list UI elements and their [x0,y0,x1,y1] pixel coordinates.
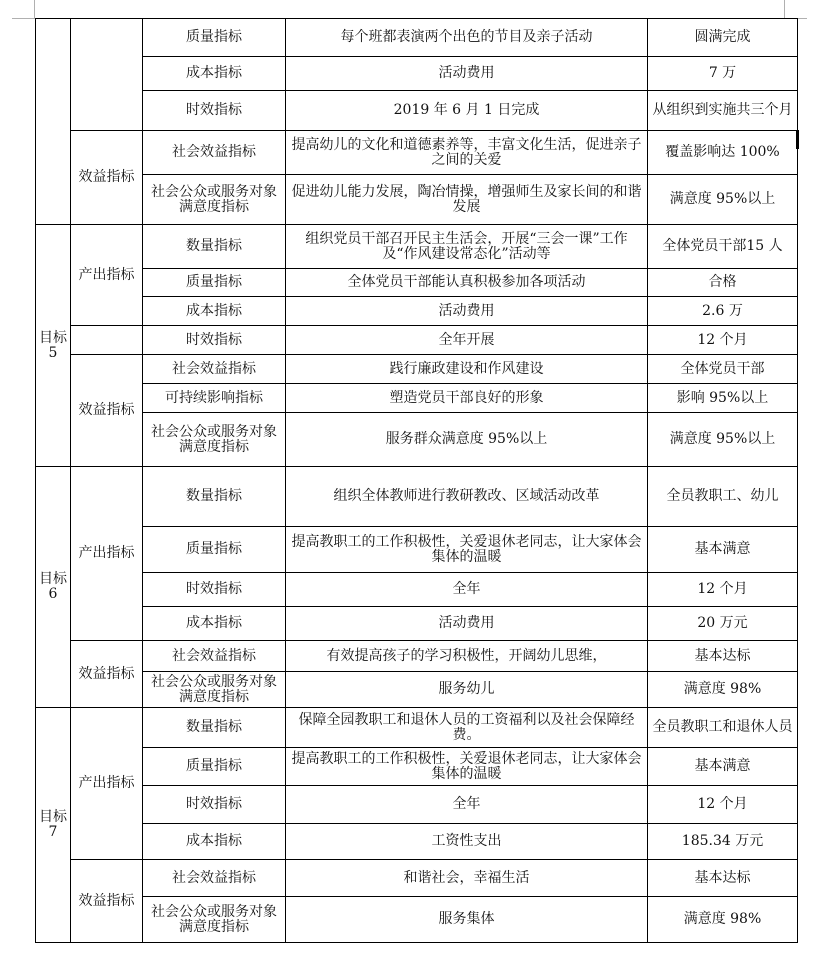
indicator-cell: 成本指标 [143,607,286,641]
indicator-cell: 质量指标 [143,748,286,786]
table-row [36,175,798,225]
table-row [36,413,798,467]
content-cell: 组织党员干部召开民主生活会，开展“三会一课”工作及“作风建设常态化”活动等 [286,225,648,269]
table-row [36,786,798,824]
value-cell: 满意度 95%以上 [648,413,798,467]
content-cell: 组织全体教师进行教研教改、区域活动改革 [286,467,648,527]
output-category-label: 产出指标 [71,467,143,641]
value-cell: 2.6 万 [648,297,798,326]
content-cell: 促进幼儿能力发展，陶冶情操，增强师生及家长间的和谐发展 [286,175,648,225]
output-category-label: 产出指标 [71,225,143,326]
table-row [36,355,798,384]
content-cell: 提高教职工的工作积极性，关爱退休老同志，让大家体会集体的温暖 [286,748,648,786]
value-cell: 基本满意 [648,748,798,786]
value-cell: 满意度 95%以上 [648,175,798,225]
table-row [36,672,798,708]
content-cell: 全年 [286,786,648,824]
goal-cell-continued [36,19,71,225]
content-cell: 工资性支出 [286,824,648,860]
content-cell: 每个班都表演两个出色的节目及亲子活动 [286,19,648,57]
table-row [36,297,798,326]
goal-label-7: 目标7 [36,708,71,943]
table-row [36,527,798,573]
table-row [36,641,798,672]
content-cell: 服务集体 [286,897,648,943]
content-cell: 保障全园教职工和退休人员的工资福利以及社会保障经费。 [286,708,648,748]
content-cell: 服务群众满意度 95%以上 [286,413,648,467]
indicator-cell: 社会效益指标 [143,131,286,175]
indicator-cell: 可持续影响指标 [143,384,286,413]
empty-category-cell [71,326,143,355]
indicator-cell: 质量指标 [143,269,286,297]
value-cell: 全体党员干部15 人 [648,225,798,269]
table-row [36,748,798,786]
indicator-cell: 成本指标 [143,824,286,860]
table-row [36,326,798,355]
table-edge-mark [796,130,799,149]
indicator-cell: 数量指标 [143,467,286,527]
table-row [36,91,798,131]
indicator-cell: 社会公众或服务对象满意度指标 [143,897,286,943]
value-cell: 全体党员干部 [648,355,798,384]
content-cell: 和谐社会，幸福生活 [286,860,648,897]
content-cell: 践行廉政建设和作风建设 [286,355,648,384]
table-row [36,607,798,641]
content-cell: 活动费用 [286,57,648,91]
value-cell: 7 万 [648,57,798,91]
table-row [36,384,798,413]
output-category-label: 产出指标 [71,708,143,860]
benefit-category-label: 效益指标 [71,355,143,467]
performance-indicator-table [35,18,798,943]
value-cell: 圆满完成 [648,19,798,57]
content-cell: 有效提高孩子的学习积极性，开阔幼儿思维， [286,641,648,672]
indicator-cell: 时效指标 [143,573,286,607]
table-row [36,225,798,269]
indicator-cell: 质量指标 [143,527,286,573]
value-cell: 满意度 98% [648,672,798,708]
value-cell: 从组织到实施共三个月 [648,91,798,131]
indicator-cell: 社会公众或服务对象满意度指标 [143,672,286,708]
indicator-cell: 数量指标 [143,225,286,269]
content-cell: 活动费用 [286,607,648,641]
benefit-category-label: 效益指标 [71,131,143,225]
page-corner-mark-right [784,0,807,19]
value-cell: 基本满意 [648,527,798,573]
table-row [36,19,798,57]
benefit-category-label: 效益指标 [71,860,143,943]
page-corner-mark-left [12,0,35,19]
table-row [36,573,798,607]
value-cell: 覆盖影响达 100% [648,131,798,175]
value-cell: 12 个月 [648,573,798,607]
content-cell: 全年开展 [286,326,648,355]
value-cell: 全员教职工、幼儿 [648,467,798,527]
table-row [36,860,798,897]
table-row [36,824,798,860]
value-cell: 全员教职工和退休人员 [648,708,798,748]
indicator-cell: 社会公众或服务对象满意度指标 [143,413,286,467]
value-cell: 12 个月 [648,786,798,824]
indicator-cell: 时效指标 [143,91,286,131]
table-row [36,131,798,175]
indicator-cell: 社会效益指标 [143,355,286,384]
benefit-category-label: 效益指标 [71,641,143,708]
indicator-cell: 数量指标 [143,708,286,748]
indicator-cell: 时效指标 [143,786,286,824]
goal-label-5: 目标5 [36,225,71,467]
value-cell: 基本达标 [648,641,798,672]
value-cell: 20 万元 [648,607,798,641]
table-row [36,467,798,527]
indicator-cell: 质量指标 [143,19,286,57]
value-cell: 12 个月 [648,326,798,355]
table-row [36,269,798,297]
indicator-cell: 社会效益指标 [143,641,286,672]
value-cell: 185.34 万元 [648,824,798,860]
value-cell: 满意度 98% [648,897,798,943]
indicator-cell: 成本指标 [143,297,286,326]
value-cell: 影响 95%以上 [648,384,798,413]
content-cell: 服务幼儿 [286,672,648,708]
content-cell: 塑造党员干部良好的形象 [286,384,648,413]
output-category-cell-continued [71,19,143,131]
goal-label-6: 目标6 [36,467,71,708]
value-cell: 合格 [648,269,798,297]
content-cell: 2019 年 6 月 1 日完成 [286,91,648,131]
table-row [36,897,798,943]
content-cell: 提高教职工的工作积极性，关爱退休老同志，让大家体会集体的温暖 [286,527,648,573]
content-cell: 全体党员干部能认真积极参加各项活动 [286,269,648,297]
indicator-cell: 社会效益指标 [143,860,286,897]
table-row [36,57,798,91]
indicator-cell: 时效指标 [143,326,286,355]
content-cell: 提高幼儿的文化和道德素养等，丰富文化生活，促进亲子之间的关爱 [286,131,648,175]
indicator-cell: 成本指标 [143,57,286,91]
value-cell: 基本达标 [648,860,798,897]
table-row [36,708,798,748]
indicator-cell: 社会公众或服务对象满意度指标 [143,175,286,225]
content-cell: 全年 [286,573,648,607]
content-cell: 活动费用 [286,297,648,326]
